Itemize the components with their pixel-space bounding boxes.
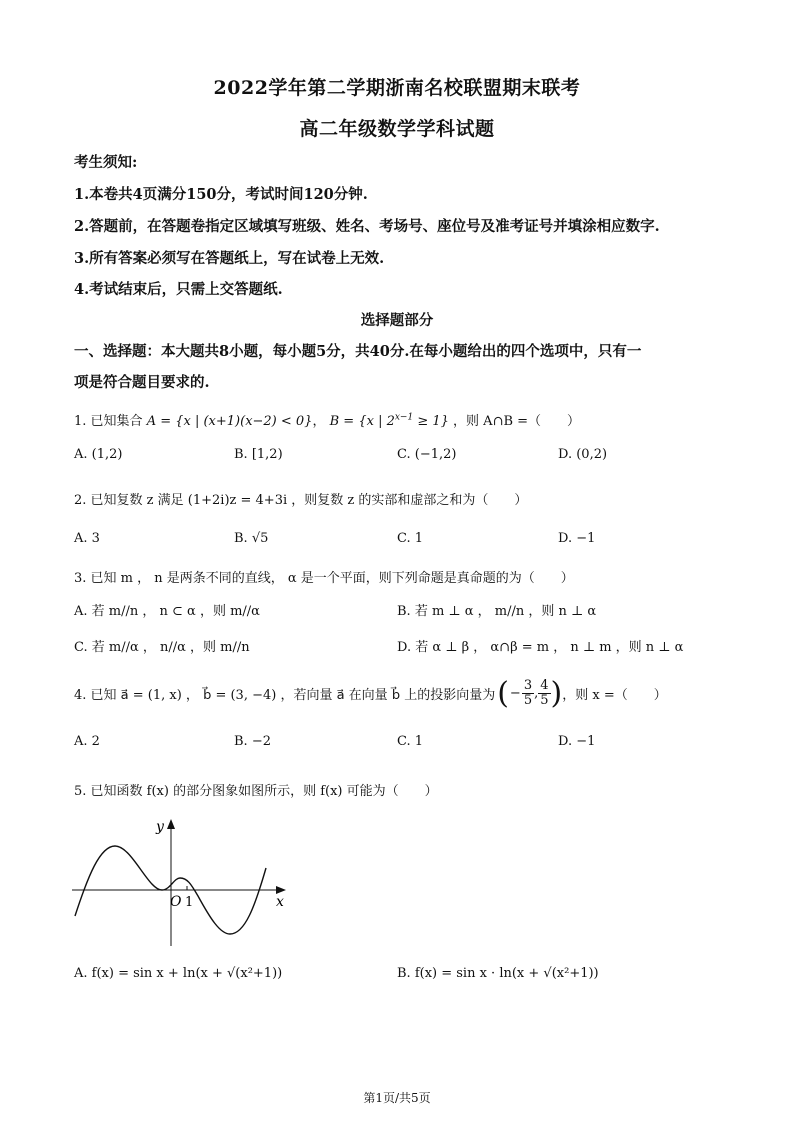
q1-option-b: B. [1,2) [234,447,283,462]
notice-item-4: 4.考试结束后，只需上交答题纸. [74,281,283,298]
notice-item-3: 3.所有答案必须写在答题纸上，写在试卷上无效. [74,250,385,267]
q3-option-c: C. 若 m//α ， n//α ，则 m//n [74,640,250,655]
x-tick-1-label: 1 [185,895,194,910]
x-axis-label: x [276,894,284,910]
q2-option-d: D. −1 [558,531,596,546]
q4-prefix: 4. 已知 a⃗ = (1, x) ， b⃗ = (3, −4) ，若向量 a⃗ 在向量 b⃗ 上的投影向量为 [74,688,496,703]
page-number: 第1页/共5页 [363,1091,431,1105]
q1-prefix: 1. 已知集合 [74,414,143,429]
function-graph [70,816,290,951]
q5-option-b: B. f(x) = sin x · ln(x + √(x²+1)) [397,966,599,981]
q4-suffix: ，则 x =（ ） [562,688,667,703]
x-axis-arrow [276,886,286,894]
q1-suffix: ，则 A∩B =（ ） [453,414,581,429]
q4-option-c: C. 1 [397,734,424,749]
q3-option-b: B. 若 m ⊥ α ， m//n ，则 n ⊥ α [397,604,597,619]
q3-option-d: D. 若 α ⊥ β ， α∩β = m ， n ⊥ m ，则 n ⊥ α [397,640,684,655]
section-intro-line2: 项是符合题目要求的. [74,374,210,391]
q4-comma: , [534,686,539,701]
q1-comma: ， [312,414,326,429]
q1-set-b-pre: B = {x | 2 [329,414,395,429]
q1-set-b-exponent: x−1 [394,412,414,423]
exam-title: 2022学年第二学期浙南名校联盟期末联考 [213,77,581,99]
q5-option-a: A. f(x) = sin x + ln(x + √(x²+1)) [74,966,283,981]
q4-frac1-denominator: 5 [523,693,533,708]
q4-option-a: A. 2 [74,734,100,749]
question-5-stem: 5. 已知函数 f(x) 的部分图象如图所示，则 f(x) 可能为（ ） [74,784,438,799]
q4-fraction-1 [522,679,534,708]
q1-set-a: A = {x | (x+1)(x−2) < 0} [146,414,313,429]
q2-option-c: C. 1 [397,531,424,546]
q4-minus-sign: − [509,686,521,701]
q4-frac2-denominator: 5 [540,693,549,708]
notice-heading: 考生须知: [74,154,138,171]
q2-option-b: B. √5 [234,531,269,546]
q1-set-b [330,414,449,429]
section-intro-line1: 一、选择题：本大题共8小题，每小题5分，共40分.在每小题给出的四个选项中，只有一 [74,343,642,360]
exam-subtitle: 高二年级数学学科试题 [299,118,495,140]
notice-item-2: 2.答题前，在答题卷指定区域填写班级、姓名、考场号、座位号及准考证号并填涂相应数字. [74,218,660,235]
q4-fraction-2 [538,679,550,708]
question-3-stem: 3. 已知 m ， n 是两条不同的直线， α 是一个平面，则下列命题是真命题的为（ ） [74,571,574,586]
q4-frac2-numerator: 4 [540,678,549,693]
question-1-stem [74,410,580,429]
q4-left-paren: ( [497,676,509,711]
notice-item-1: 1.本卷共4页满分150分，考试时间120分钟. [74,186,368,203]
question-4-stem [74,676,667,711]
origin-label: O [170,894,182,910]
q1-option-d: D. (0,2) [558,447,608,462]
section-title: 选择题部分 [360,312,434,329]
q4-right-paren: ) [550,676,563,711]
q4-option-b: B. −2 [234,734,271,749]
q1-option-c: C. (−1,2) [397,447,457,462]
q4-option-d: D. −1 [558,734,596,749]
q3-option-a: A. 若 m//n ， n ⊂ α ，则 m//α [74,604,260,619]
y-axis-arrow [167,819,175,829]
q1-set-b-post: ≥ 1} [413,414,449,429]
q2-option-a: A. 3 [74,531,100,546]
q1-option-a: A. (1,2) [74,447,123,462]
y-axis-label: y [156,819,164,835]
q4-frac1-numerator: 3 [523,678,533,693]
question-2-stem: 2. 已知复数 z 满足 (1+2i)z = 4+3i ，则复数 z 的实部和虚部之和为（ ） [74,493,528,508]
